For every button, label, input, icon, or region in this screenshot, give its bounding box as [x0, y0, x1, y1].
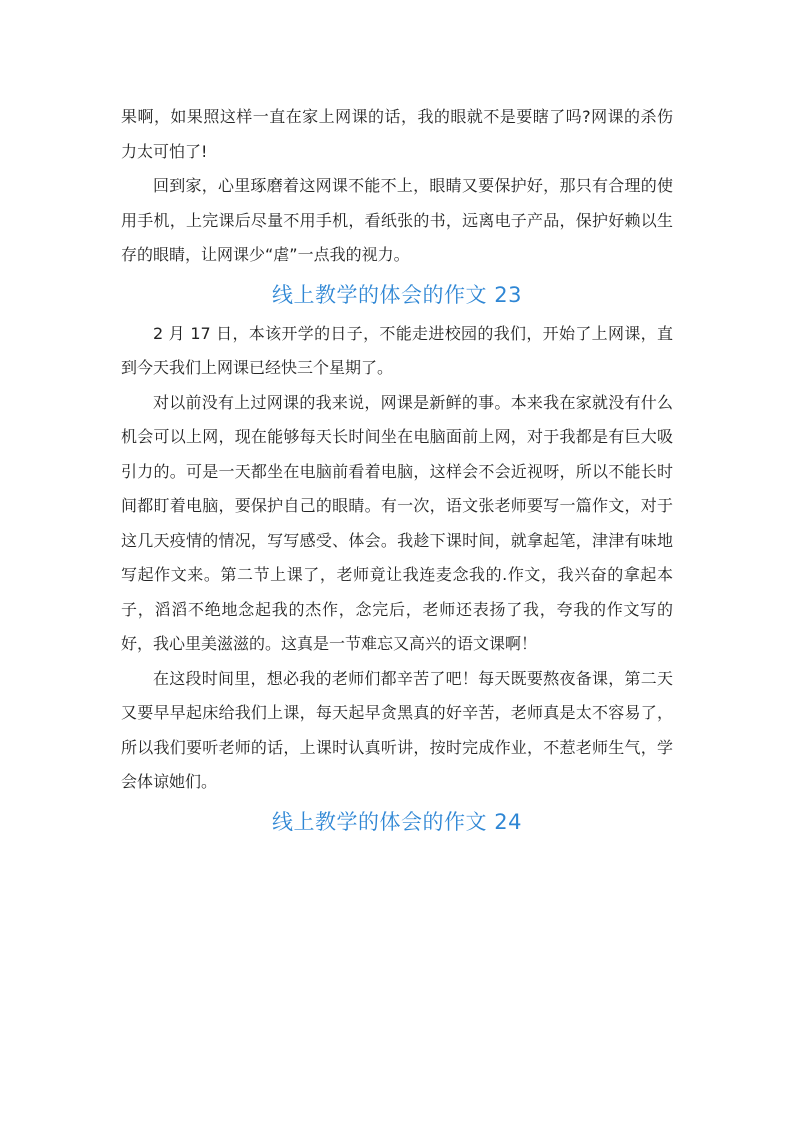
paragraph: 果啊，如果照这样一直在家上网课的话，我的眼就不是要瞎了吗?网课的杀伤力太可怕了!	[121, 107, 673, 161]
section-heading: 线上教学的体会的作文 23	[272, 282, 522, 307]
paragraph: 在这段时间里，想必我的老师们都辛苦了吧！每天既要熬夜备课，第二天又要早早起床给我们上课，每天起早贪黑真的好辛苦，老师真是太不容易了，所以我们要听老师的话，上课时认真听讲，按时完成作业，不惹老师生气，学会体谅她们。	[121, 668, 673, 791]
paragraph: 2 月 17 日，本该开学的日子，不能走进校园的我们，开始了上网课，直到今天我们上网课已经快三个星期了。	[121, 323, 673, 377]
section-heading: 线上教学的体会的作文 24	[272, 809, 522, 834]
document-page	[121, 100, 673, 844]
paragraph: 对以前没有上过网课的我来说，网课是新鲜的事。本来我在家就没有什么机会可以上网，现在能够每天长时间坐在电脑面前上网，对于我都是有巨大吸引力的。可是一天都坐在电脑前看着电脑，这样会不会近视呀，所以不能长时间都盯着电脑，要保护自己的眼睛。有一次，语文张老师要写一篇作文，对于这几天疫情的情况，写写感受、体会。我趁下课时间，就拿起笔，津津有味地写起作文来。第二节上课了，老师竟让我连麦念我的.作文，我兴奋的拿起本子，滔滔不绝地念起我的杰作，念完后，老师还表扬了我，夸我的作文写的好，我心里美滋滋的。这真是一节难忘又高兴的语文课啊！	[121, 392, 673, 653]
paragraph: 回到家，心里琢磨着这网课不能不上，眼睛又要保护好，那只有合理的使用手机，上完课后尽量不用手机，看纸张的书，远离电子产品，保护好赖以生存的眼睛，让网课少“虐”一点我的视力。	[121, 176, 673, 264]
